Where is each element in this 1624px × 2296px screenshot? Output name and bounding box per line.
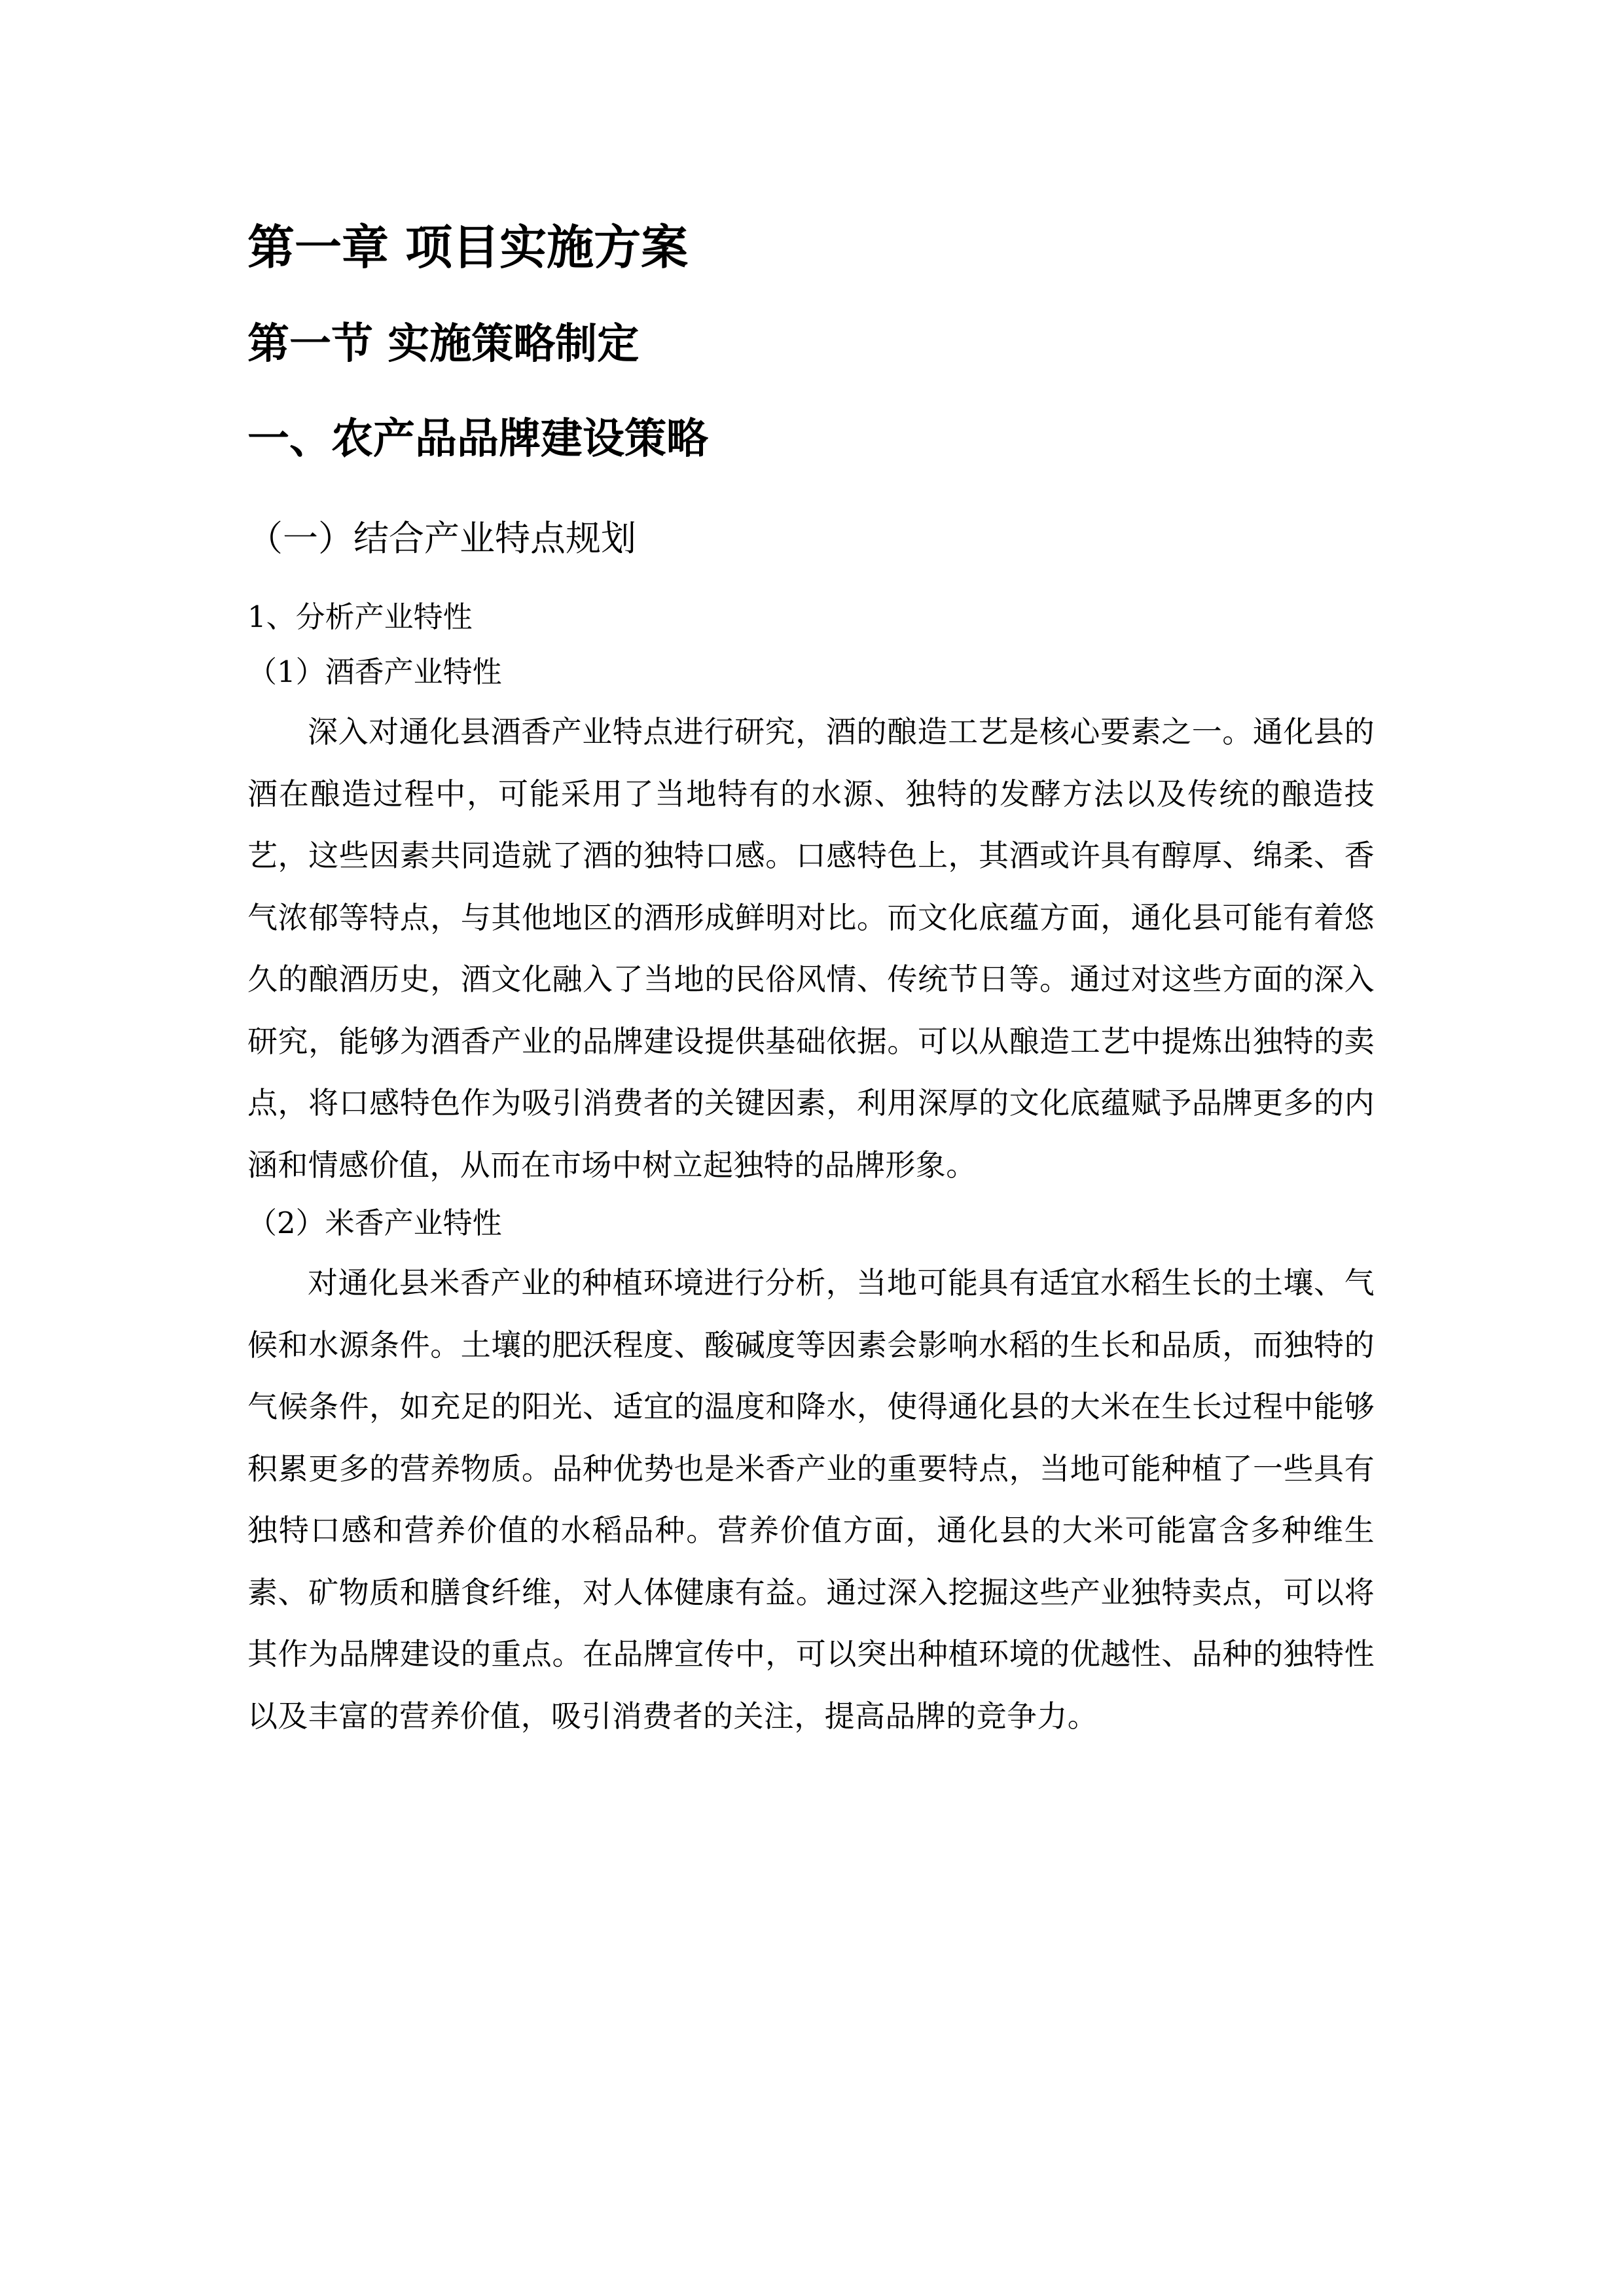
paragraph-liquor-industry: 深入对通化县酒香产业特点进行研究，酒的酿造工艺是核心要素之一。通化县的酒在酿造过程中，可能采用了当地特有的水源、独特的发酵方法以及传统的酿造技艺，这些因素共同造就了酒的独特口感。口感特色上，其酒或许具有醇厚、绵柔、香气浓郁等特点，与其他地区的酒形成鲜明对比。而文化底蕴方面，通化县可能有着悠久的酿酒历史，酒文化融入了当地的民俗风情、传统节日等。通过对这些方面的深入研究，能够为酒香产业的品牌建设提供基础依据。可以从酿造工艺中提炼出独特的卖点，将口感特色作为吸引消费者的关键因素，利用深厚的文化底蕴赋予品牌更多的内涵和情感价值，从而在市场中树立起独特的品牌形象。 [247,714,1375,1183]
subitem-title-rice: （2）米香产业特性 [247,1206,502,1240]
chapter-title: 第一章 项目实施方案 [247,220,689,275]
subsection-title: （一）结合产业特点规划 [247,518,636,559]
section-title: 第一节 实施策略制定 [247,320,640,368]
subitem-title-liquor: （1）酒香产业特性 [247,655,502,689]
item-title: 1、分析产业特性 [247,600,473,634]
paragraph-rice-industry: 对通化县米香产业的种植环境进行分析，当地可能具有适宜水稻生长的土壤、气候和水源条件。土壤的肥沃程度、酸碱度等因素会影响水稻的生长和品质，而独特的气候条件，如充足的阳光、适宜的温度和降水，使得通化县的大米在生长过程中能够积累更多的营养物质。品种优势也是米香产业的重要特点，当地可能种植了一些具有独特口感和营养价值的水稻品种。营养价值方面，通化县的大米可能富含多种维生素、矿物质和膳食纤维，对人体健康有益。通过深入挖掘这些产业独特卖点，可以将其作为品牌建设的重点。在品牌宣传中，可以突出种植环境的优越性、品种的独特性以及丰富的营养价值，吸引消费者的关注，提高品牌的竞争力。 [247,1265,1375,1734]
document-body [247,208,1375,1747]
part-title: 一、农产品品牌建设策略 [247,415,708,463]
